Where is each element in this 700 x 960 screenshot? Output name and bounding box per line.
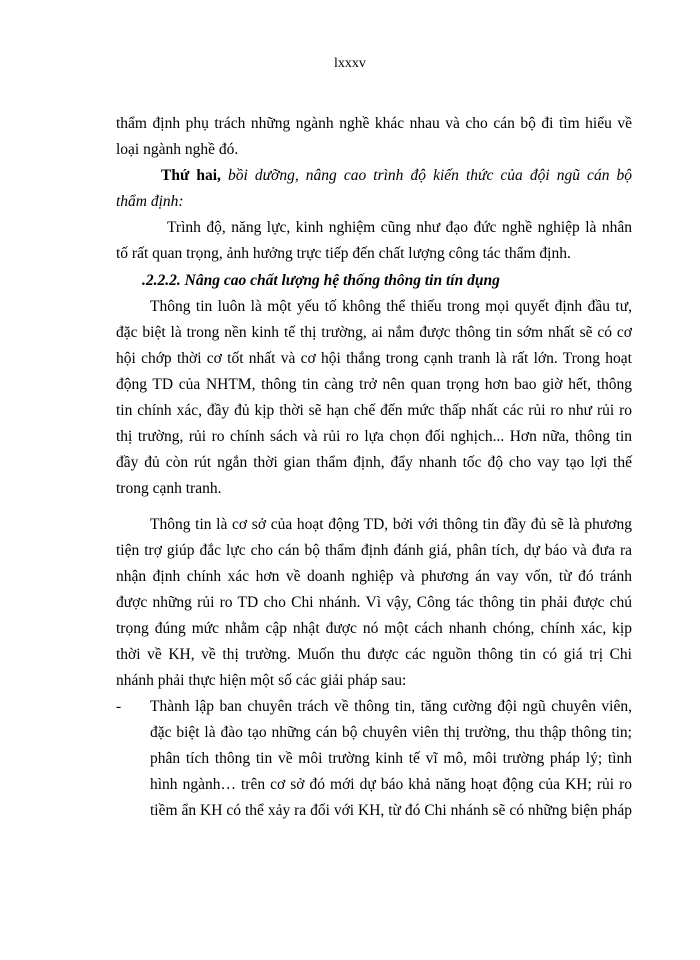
bullet-line: phân tích thông tin về môi trường kinh tế vĩ mô, môi trường pháp lý; tình: [150, 750, 632, 767]
paragraph-line: loại ngành nghề đó.: [116, 141, 239, 158]
thu-hai-lead: Thứ hai,: [161, 167, 221, 184]
paragraph-line: hội chớp thời cơ tốt nhất và cơ hội thắng trong cạnh tranh là rất lớn. Trong hoạt: [116, 350, 632, 367]
paragraph-line: tin chính xác, đầy đủ kịp thời sẽ hạn chế đến mức thấp nhất các rủi ro như rủi ro: [116, 402, 632, 419]
paragraph-line: trọng đúng mức nhằm cập nhật được nó một cách nhanh chóng, chính xác, kịp: [116, 620, 632, 637]
thu-hai-line: [161, 166, 632, 186]
thu-hai-continuation: thẩm định:: [116, 193, 184, 210]
paragraph-line: nhánh phải thực hiện một số các giải pháp sau:: [116, 672, 407, 689]
paragraph-line: thị trường, rủi ro chính sách và rủi ro lựa chọn đối nghịch... Hơn nữa, thông tin: [116, 428, 632, 445]
bullet-line: hình ngành… trên cơ sở đó mới dự báo khả năng hoạt động của KH; rủi ro: [150, 776, 632, 793]
paragraph-line: đầy đủ còn rút ngắn thời gian thẩm định, đẩy nhanh tốc độ cho vay tạo lợi thế: [116, 454, 632, 471]
section-heading: .2.2.2. Nâng cao chất lượng hệ thống thông tin tín dụng: [142, 272, 500, 289]
bullet-marker: -: [116, 698, 122, 715]
paragraph-line: thời về KH, về thị trường. Muốn thu được các nguồn thông tin có giá trị Chi: [116, 646, 632, 663]
paragraph-line: đặc biệt là trong nền kinh tế thị trường, ai nắm được thông tin sớm nhất sẽ có cơ: [116, 324, 632, 341]
thu-hai-text: bồi dưỡng, nâng cao trình độ kiến thức của đội ngũ cán bộ: [220, 167, 633, 184]
paragraph-line: nhận định chính xác hơn về doanh nghiệp và phương án vay vốn, từ đó tránh: [116, 568, 632, 585]
bullet-line: Thành lập ban chuyên trách về thông tin, tăng cường đội ngũ chuyên viên,: [150, 698, 632, 715]
bullet-line: đặc biệt là đào tạo những cán bộ chuyên viên thị trường, thu thập thông tin;: [150, 724, 632, 741]
paragraph-line: Thông tin luôn là một yếu tố không thể thiếu trong mọi quyết định đầu tư,: [150, 298, 632, 315]
paragraph-line: Thông tin là cơ sở của hoạt động TD, bởi với thông tin đầy đủ sẽ là phương: [150, 516, 632, 533]
paragraph-line: động TD của NHTM, thông tin càng trở nên quan trọng hơn bao giờ hết, thông: [116, 376, 632, 393]
paragraph-line: trong cạnh tranh.: [116, 480, 222, 497]
paragraph-line: tiện trợ giúp đắc lực cho cán bộ thẩm định đánh giá, phân tích, dự báo và đưa ra: [116, 542, 632, 559]
paragraph-line: được những rủi ro TD cho Chi nhánh. Vì vậy, Công tác thông tin phải được chú: [116, 594, 632, 611]
bullet-line: tiềm ẩn KH có thể xảy ra đối với KH, từ đó Chi nhánh sẽ có những biện pháp: [150, 802, 632, 819]
paragraph-line: Trình độ, năng lực, kinh nghiệm cũng như đạo đức nghề nghiệp là nhân: [167, 219, 632, 236]
page-number: lxxxv: [334, 56, 366, 71]
paragraph-line: thẩm định phụ trách những ngành nghề khác nhau và cho cán bộ đi tìm hiểu về: [116, 115, 632, 132]
paragraph-line: tố rất quan trọng, ảnh hưởng trực tiếp đến chất lượng công tác thẩm định.: [116, 245, 571, 262]
